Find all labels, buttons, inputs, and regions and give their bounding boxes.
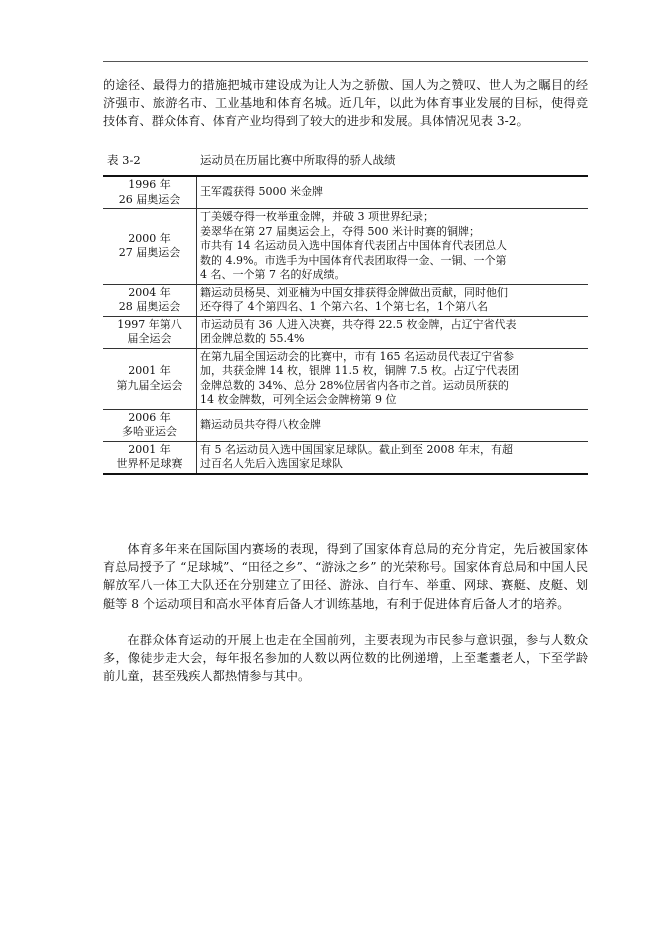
event-line: 多哈亚运会 [122, 425, 177, 438]
event-cell [103, 409, 197, 441]
result-line: 有 5 名运动员入选中国国家足球队。截止到至 2008 年末，有超 [200, 442, 513, 456]
result-cell [197, 209, 589, 285]
paragraph-line: 业发展的目标，使得竞技体育、群众体育、体育产业均得到了较大的进步和发 [103, 96, 589, 129]
paragraph-line: 练基地，有利于促进体育后备人才的培养。 [337, 596, 570, 611]
result-line: 还夺得了 4个第四名、1 个第六名、1个第七名，1个第八名 [200, 300, 488, 313]
result-line: 团金牌总数的 55.4% [200, 332, 305, 345]
result-line: 在第九届全国运动会的比赛中，市有 165 名运动员代表辽宁省参 [200, 349, 514, 363]
paragraph-line: 耄耋老人，下至学龄前儿童，甚至残疾人都热情参与其中。 [103, 651, 589, 684]
body-paragraph-mass-sports [103, 631, 588, 686]
event-line: 2004 年 [128, 285, 171, 299]
paragraph-line: 在群众体育运动的开展上也走在全国前列，主要表现为市民参与意识强，参 [127, 633, 539, 647]
paragraph-line: 与人数众多，像徒步走大会，每年报名参加的人数以两位数的比例递增，上至 [103, 633, 589, 666]
event-line: 2006 年 [128, 410, 171, 424]
event-cell [103, 316, 197, 348]
result-cell [197, 348, 589, 409]
result-line: 市共有 14 名运动员入选中国体育代表团占中国体育代表团总人 [200, 239, 507, 252]
event-line: 2000 年 [128, 231, 171, 245]
result-line: 王军霞获得 5000 米金牌 [200, 185, 323, 199]
paragraph-line: 车、举重、网球、赛艇、皮艇、划艇等 8 个运动项目和高水平体育后备人才训 [103, 578, 589, 611]
event-cell [103, 348, 197, 409]
result-line: 丁美媛夺得一枚举重金牌，并破 3 项世界纪录； [200, 210, 434, 223]
table-row [103, 176, 588, 209]
table-row [103, 409, 588, 441]
event-line: 2001 年 [128, 364, 171, 377]
event-cell [103, 284, 197, 316]
event-line: 世界杯足球赛 [116, 457, 183, 470]
result-cell [197, 409, 589, 441]
result-cell [197, 316, 589, 348]
event-cell [103, 176, 197, 209]
table-title: 运动员在历届比赛中所取得的骄人战绩 [200, 153, 396, 167]
paragraph-line: 体育多年来在国际国内赛场的表现，得到了国家体育总局的充分肯定，先后 [127, 542, 539, 556]
event-line: 1996 年 [128, 178, 171, 191]
result-line: 加，共获金牌 14 枚，银牌 11.5 枚，铜牌 7.5 枚。占辽宁代表团 [200, 364, 519, 377]
event-line: 届全运会 [127, 332, 172, 345]
result-line: 4 名、一个第 7 名的好成绩。 [200, 268, 346, 281]
event-line: 26 届奥运会 [118, 192, 181, 206]
result-line: 籍运动员共夺得八枚金牌 [200, 417, 321, 431]
table-row [103, 441, 588, 474]
event-line: 第九届全运会 [116, 378, 183, 392]
event-cell [103, 441, 197, 474]
result-line: 市运动员有 36 人进入决赛，共夺得 22.5 枚金牌，占辽宁省代表 [200, 317, 517, 331]
result-line: 姜翠华在第 27 届奥运会上，夺得 500 米计时赛的铜牌； [200, 224, 480, 238]
body-paragraph-honors [103, 540, 588, 613]
event-line: 1997 年第八 [117, 317, 182, 331]
result-cell [197, 441, 589, 474]
event-line: 2001 年 [128, 442, 171, 456]
paragraph-line: 展。具体情况见表 3-2。 [395, 114, 529, 129]
paragraph-line: 被国家体育总局授予了 “足球城”、“田径之乡”、“游泳之乡” 的光荣称号。国 [103, 542, 589, 575]
result-line: 金牌总数的 34%、总分 28%位居省内各市之首。运动员所获的 [200, 378, 509, 392]
table-number: 表 3-2 [107, 153, 141, 167]
table-row [103, 209, 588, 285]
event-line: 27 届奥运会 [118, 246, 181, 260]
intro-paragraph [103, 76, 588, 131]
event-line: 28 届奥运会 [118, 300, 181, 313]
result-cell [197, 176, 589, 209]
result-line: 籍运动员杨昊、刘亚楠为中国女排获得金牌做出贡献，同时他们 [200, 285, 508, 299]
table-row [103, 348, 588, 409]
table-row [103, 284, 588, 316]
table-row [103, 316, 588, 348]
result-cell [197, 284, 589, 316]
paragraph-line: 的途径、最得力的措施把城市建设成为让人为之骄傲、国人为之赞叹、世人为 [103, 78, 527, 92]
results-table [103, 175, 588, 475]
event-cell [103, 209, 197, 285]
header-rule [103, 61, 588, 62]
result-line: 过百名人先后入选国家足球队 [200, 457, 343, 470]
result-line: 数的 4.9%。市选手为中国体育代表团取得一金、一铜、一个第 [200, 253, 507, 267]
paragraph-line: 家体育总局和中国人民解放军八一体工大队还在分别建立了田径、游泳、自行 [103, 560, 589, 593]
result-line: 14 枚金牌数，可列全运会金牌榜第 9 位 [200, 393, 397, 406]
paragraph-line: 之瞩目的经济强市、旅游名市、工业基地和体育名城。近几年，以此为体育事 [103, 78, 589, 111]
